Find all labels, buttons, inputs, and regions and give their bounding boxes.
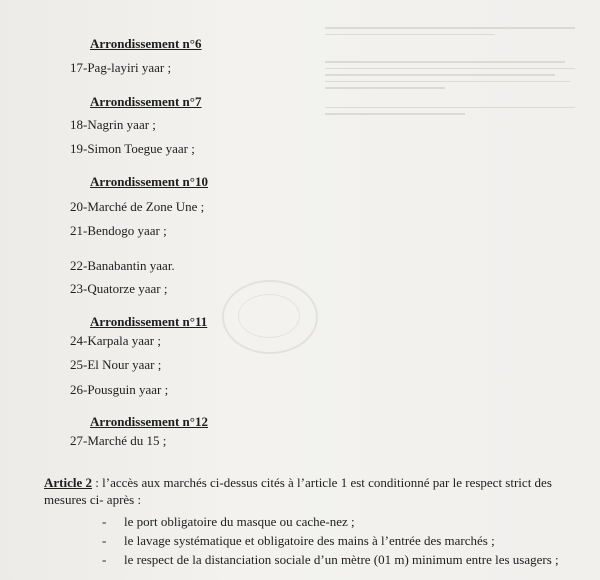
market-item: 17-Pag-layiri yaar ; <box>70 60 172 75</box>
market-item: 27-Marché du 15 ; <box>70 433 167 448</box>
measures-list <box>102 512 562 569</box>
arrondissement-heading: Arrondissement n°11 <box>90 314 208 329</box>
dash-bullet-icon: - <box>102 552 107 567</box>
article-2-text: : l’accès aux marchés ci-dessus cités à l’article 1 est conditionné par le respect strict des mesures ci- après : <box>44 475 552 507</box>
dash-bullet-icon: - <box>102 533 107 548</box>
market-item: 20-Marché de Zone Une ; <box>70 199 205 214</box>
arrondissement-heading: Arrondissement n°12 <box>90 414 208 429</box>
show-through-text <box>325 22 585 120</box>
faded-stamp <box>222 280 318 354</box>
measure-item <box>102 550 562 569</box>
market-item: 18-Nagrin yaar ; <box>70 117 156 132</box>
dash-bullet-icon: - <box>102 514 107 529</box>
market-item: 24-Karpala yaar ; <box>70 333 161 348</box>
market-item: 21-Bendogo yaar ; <box>70 223 167 238</box>
arrondissement-heading: Arrondissement n°6 <box>90 36 202 51</box>
market-item: 25-El Nour yaar ; <box>70 357 162 372</box>
market-item: 22-Banabantin yaar. <box>70 258 175 273</box>
arrondissement-heading: Arrondissement n°10 <box>90 174 208 189</box>
measure-text: le lavage systématique et obligatoire des mains à l’entrée des marchés ; <box>124 533 495 548</box>
market-item: 19-Simon Toegue yaar ; <box>70 141 195 156</box>
measure-text: le port obligatoire du masque ou cache-nez ; <box>124 514 355 529</box>
article-2-paragraph <box>44 474 564 508</box>
market-item: 23-Quatorze yaar ; <box>70 281 168 296</box>
measure-text: le respect de la distanciation sociale d’un mètre (01 m) minimum entre les usagers ; <box>124 552 559 567</box>
measure-item <box>102 531 562 550</box>
arrondissement-heading: Arrondissement n°7 <box>90 94 202 109</box>
market-item: 26-Pousguin yaar ; <box>70 382 169 397</box>
article-2-label: Article 2 <box>44 475 93 490</box>
measure-item <box>102 512 562 531</box>
